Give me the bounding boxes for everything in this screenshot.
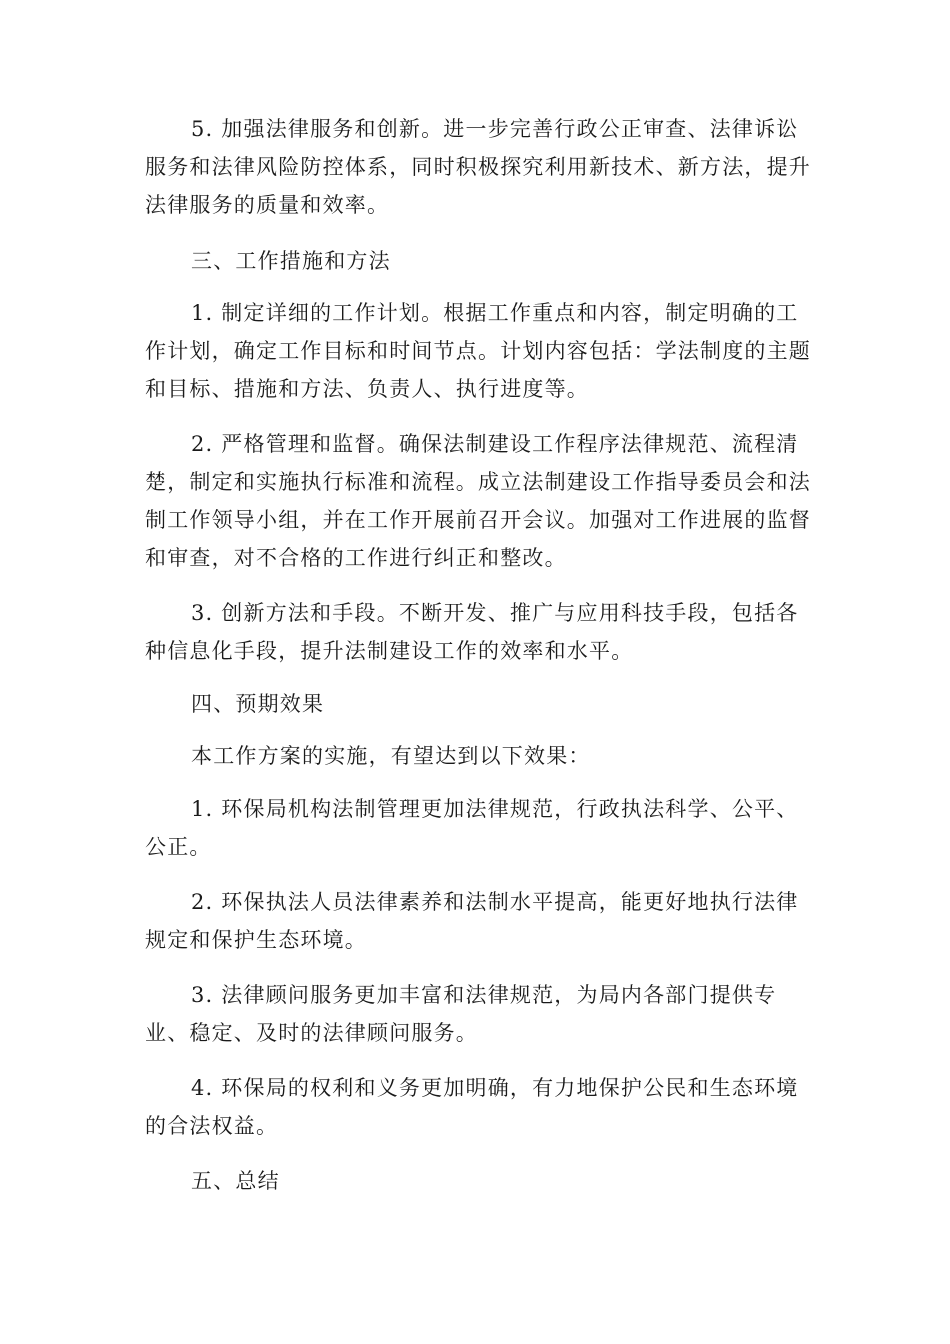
paragraph-effect-2: 2. 环保执法人员法律素养和法制水平提高，能更好地执行法律规定和保护生态环境。 <box>145 890 799 952</box>
paragraph-effects-intro: 本工作方案的实施，有望达到以下效果： <box>191 744 591 768</box>
section-heading-3-measures: 三、工作措施和方法 <box>191 249 391 273</box>
section-heading-4-expected-effects: 四、预期效果 <box>191 692 325 716</box>
paragraph-measure-2-supervision: 2. 严格管理和监督。确保法制建设工作程序法律规范、流程清楚，制定和实施执行标准和流程。成立法制建设工作指导委员会和法制工作领导小组，并在工作开展前召开会议。加强对工作进展的监督和审查，对不合格的工作进行纠正和整改。 <box>145 432 811 570</box>
paragraph-effect-4: 4. 环保局的权利和义务更加明确，有力地保护公民和生态环境的合法权益。 <box>145 1076 799 1138</box>
paragraph-measure-1-plan: 1. 制定详细的工作计划。根据工作重点和内容，制定明确的工作计划，确定工作目标和时间节点。计划内容包括：学法制度的主题和目标、措施和方法、负责人、执行进度等。 <box>145 301 811 401</box>
paragraph-effect-3: 3. 法律顾问服务更加丰富和法律规范，为局内各部门提供专业、稳定、及时的法律顾问服务。 <box>145 983 777 1045</box>
section-heading-5-summary: 五、总结 <box>191 1169 280 1193</box>
paragraph-measure-3-innovation: 3. 创新方法和手段。不断开发、推广与应用科技手段，包括各种信息化手段，提升法制建设工作的效率和水平。 <box>145 601 799 663</box>
paragraph-item-5-legal-services: 5. 加强法律服务和创新。进一步完善行政公正审查、法律诉讼服务和法律风险防控体系，同时积极探究利用新技术、新方法，提升法律服务的质量和效率。 <box>145 117 811 217</box>
paragraph-effect-1: 1. 环保局机构法制管理更加法律规范，行政执法科学、公平、公正。 <box>145 797 799 859</box>
